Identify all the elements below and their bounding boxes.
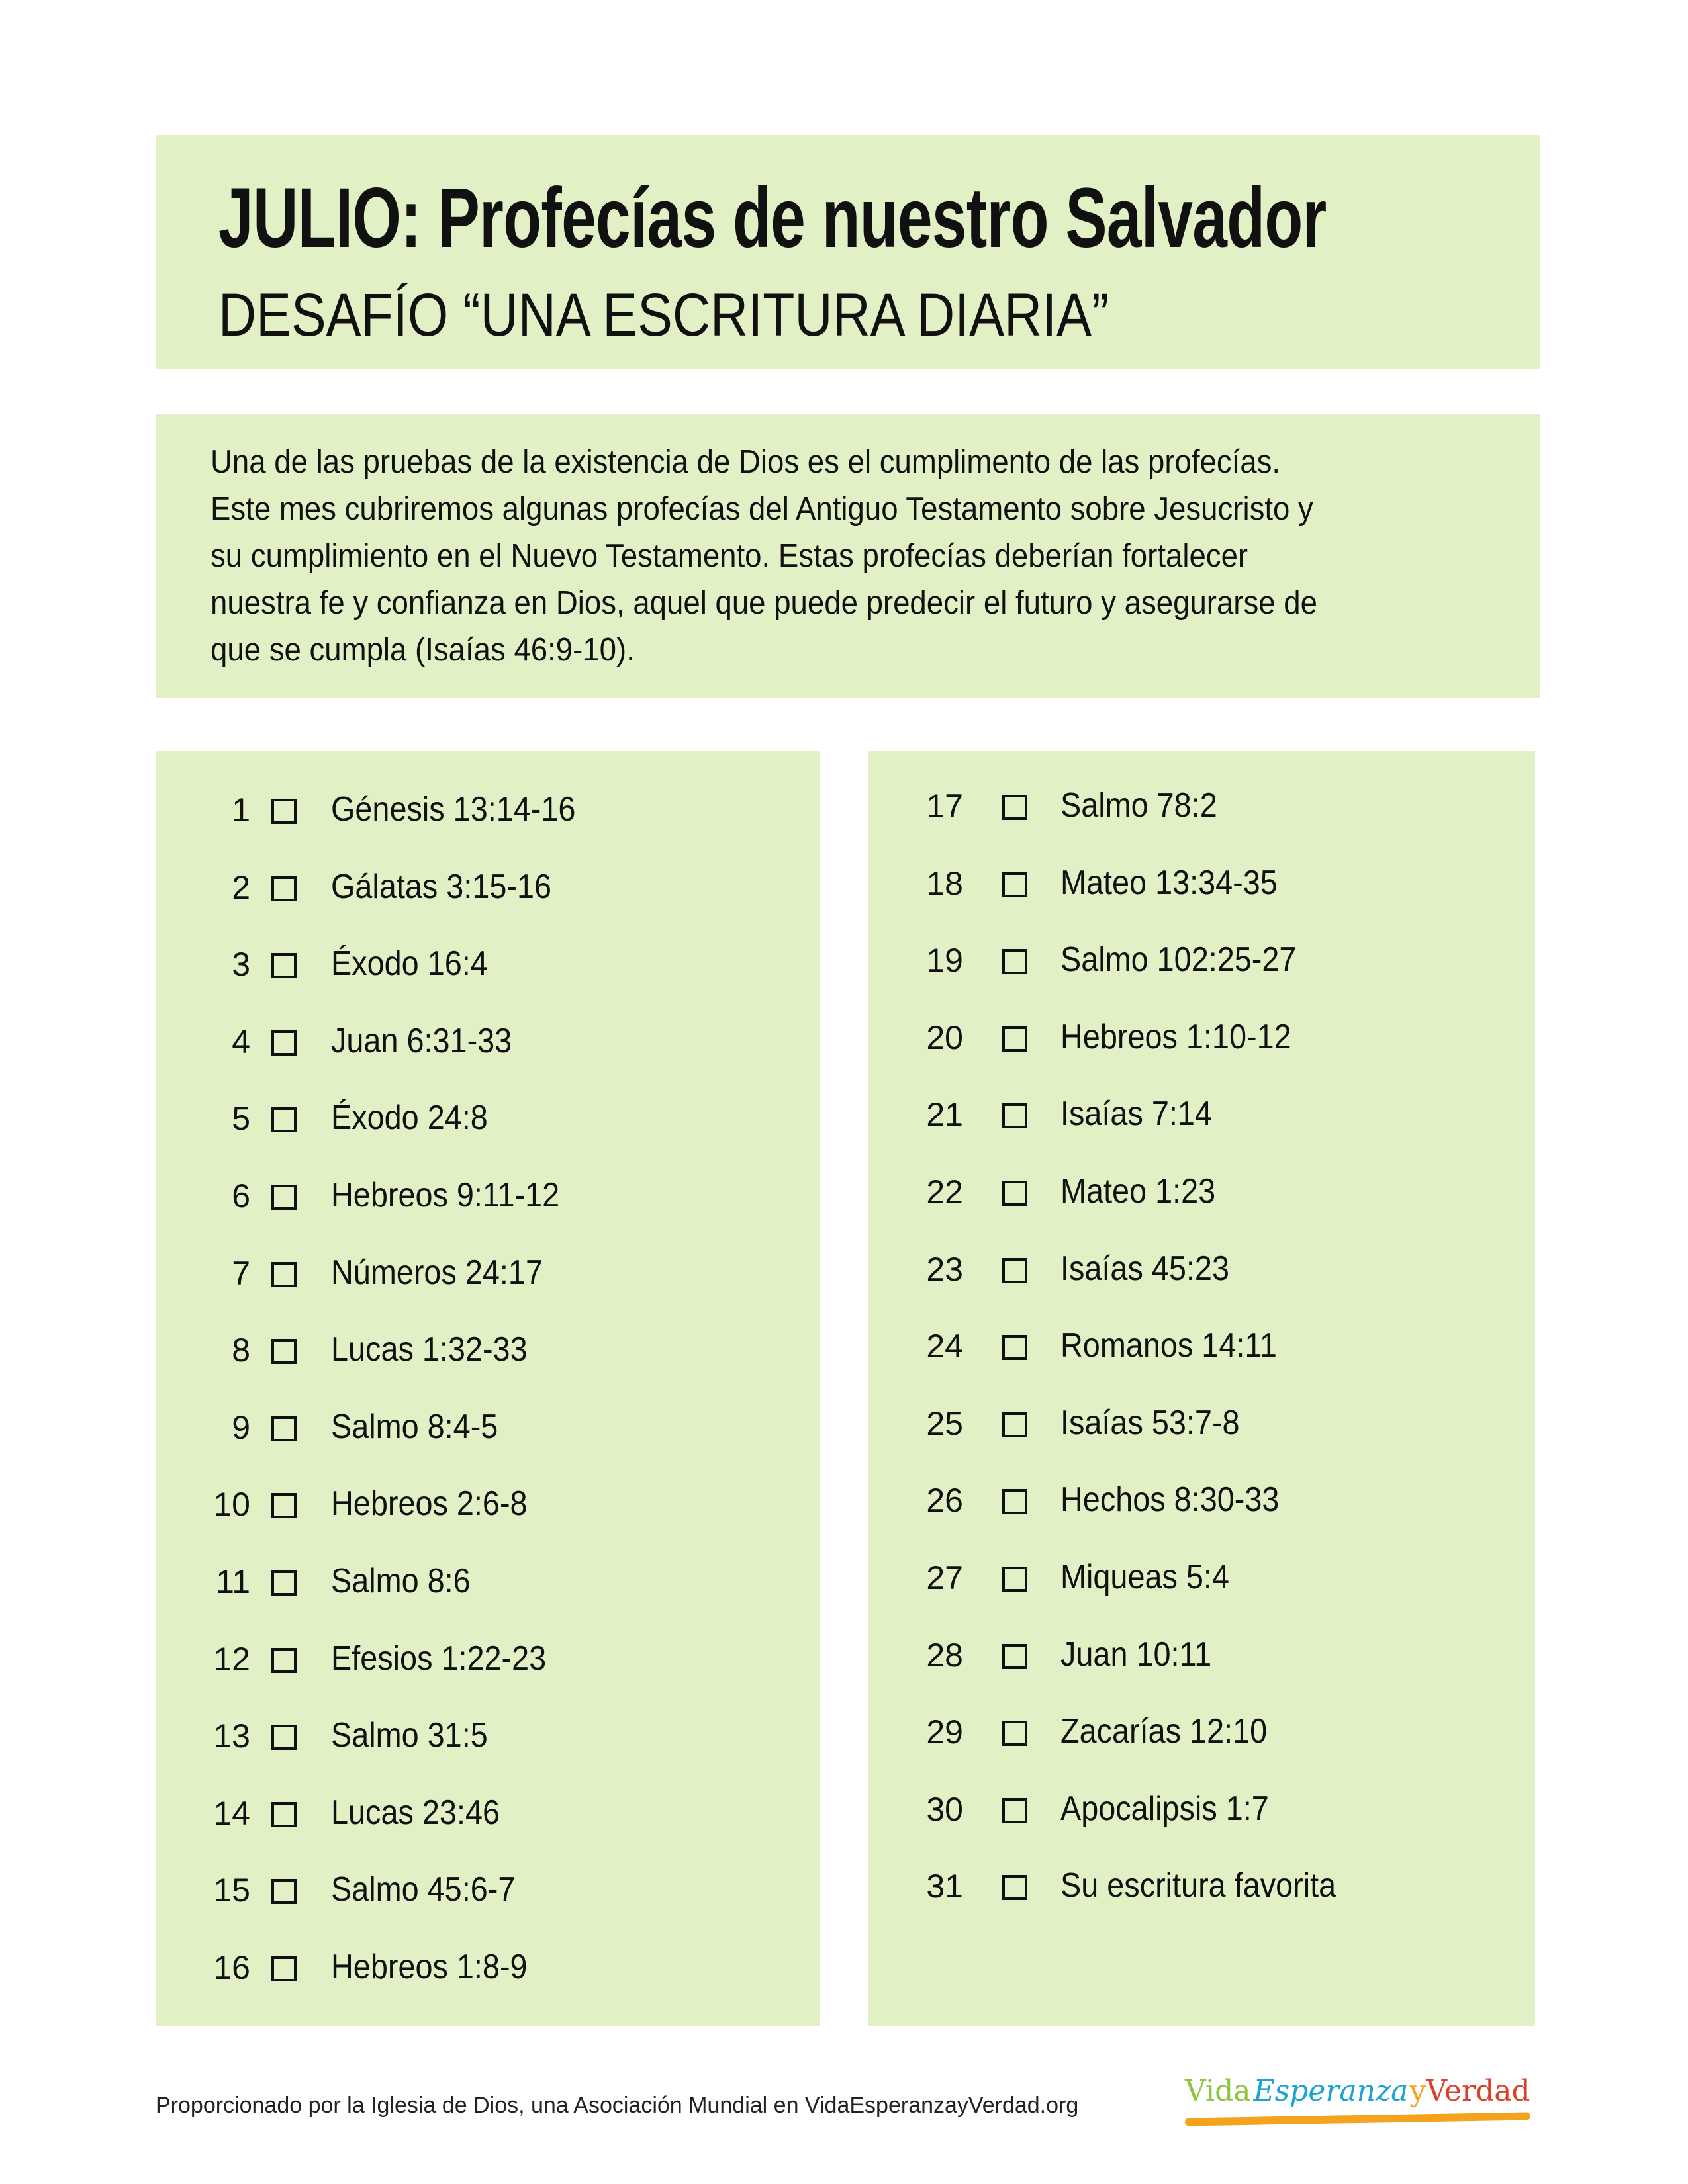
- reading-checkbox[interactable]: [1002, 1335, 1027, 1360]
- reading-row-day-24: [868, 1320, 1535, 1373]
- reading-row-day-10: [156, 1479, 820, 1531]
- reading-row-day-28: [868, 1629, 1535, 1682]
- logo-word-vida: Vida: [1185, 2074, 1251, 2108]
- scripture-reference: Salmo 78:2: [1060, 786, 1217, 825]
- reading-row-day-27: [868, 1552, 1535, 1605]
- page-subtitle: DESAFÍO “UNA ESCRITURA DIARIA”: [218, 281, 1109, 349]
- reading-row-day-21: [868, 1089, 1535, 1142]
- reading-list-left: [156, 751, 820, 2026]
- reading-checkbox[interactable]: [1002, 1489, 1027, 1514]
- scripture-reference: Salmo 31:5: [331, 1716, 488, 1755]
- scripture-reference: Apocalipsis 1:7: [1060, 1789, 1269, 1828]
- reading-row-day-30: [868, 1784, 1535, 1837]
- day-number: 19: [926, 942, 963, 979]
- day-number: 27: [926, 1559, 963, 1596]
- day-number: 10: [213, 1486, 250, 1524]
- reading-checkbox[interactable]: [271, 1725, 297, 1750]
- header-panel: [156, 135, 1540, 369]
- scripture-reference: Lucas 23:46: [331, 1793, 500, 1832]
- reading-row-day-29: [868, 1706, 1535, 1759]
- scripture-reference: Números 24:17: [331, 1253, 543, 1292]
- scripture-reference: Salmo 102:25-27: [1060, 940, 1297, 979]
- reading-row-day-7: [156, 1248, 820, 1300]
- scripture-reference: Isaías 45:23: [1060, 1249, 1229, 1288]
- scripture-reference: Hebreos 1:8-9: [331, 1948, 528, 1986]
- reading-checkbox[interactable]: [1002, 1644, 1027, 1669]
- scripture-reference: Miqueas 5:4: [1060, 1558, 1229, 1596]
- reading-checkbox[interactable]: [271, 1030, 297, 1056]
- reading-row-day-17: [868, 780, 1535, 833]
- scripture-reference: Salmo 8:4-5: [331, 1407, 498, 1446]
- day-number: 20: [926, 1019, 963, 1056]
- reading-checkbox[interactable]: [271, 799, 297, 824]
- scripture-reference: Mateo 1:23: [1060, 1172, 1216, 1210]
- intro-text-line: nuestra fe y confianza en Dios, aquel que puede predecir el futuro y asegurarse de: [211, 585, 1317, 621]
- intro-text-line: Este mes cubriremos algunas profecías del Antiguo Testamento sobre Jesucristo y: [211, 491, 1313, 527]
- reading-checkbox[interactable]: [271, 876, 297, 901]
- reading-checkbox[interactable]: [271, 1648, 297, 1673]
- day-number: 13: [213, 1717, 250, 1755]
- scripture-reference: Mateo 13:34-35: [1060, 863, 1278, 902]
- scripture-reference: Hebreos 2:6-8: [331, 1484, 528, 1524]
- reading-row-day-15: [156, 1864, 820, 1917]
- day-number: 11: [216, 1563, 250, 1600]
- intro-text-line: su cumplimiento en el Nuevo Testamento. Estas profecías deberían fortalecer: [211, 538, 1248, 574]
- scripture-reference: Isaías 7:14: [1060, 1095, 1212, 1134]
- reading-checkbox[interactable]: [271, 1185, 297, 1210]
- reading-checkbox[interactable]: [271, 1956, 297, 1981]
- reading-checkbox[interactable]: [1002, 1026, 1027, 1052]
- reading-checkbox[interactable]: [1002, 1412, 1027, 1437]
- reading-checkbox[interactable]: [1002, 1567, 1027, 1592]
- scripture-reference: Génesis 13:14-16: [331, 790, 576, 829]
- vida-esperanza-verdad-logo: [1185, 2070, 1530, 2143]
- scripture-reference: Éxodo 24:8: [331, 1099, 488, 1138]
- reading-checkbox[interactable]: [271, 1570, 297, 1596]
- day-number: 3: [232, 946, 250, 983]
- reading-checkbox[interactable]: [1002, 872, 1027, 897]
- logo-word-esperanza: Esperanza: [1253, 2074, 1409, 2108]
- footer-credit: Proporcionado por la Iglesia de Dios, una Asociación Mundial en VidaEsperanzayVerdad.org: [156, 2093, 1079, 2118]
- logo-word-y: y: [1409, 2074, 1427, 2108]
- scripture-reference: Zacarías 12:10: [1060, 1712, 1268, 1751]
- day-number: 5: [232, 1100, 250, 1138]
- reading-row-day-14: [156, 1788, 820, 1841]
- reading-row-day-31: [868, 1860, 1535, 1913]
- reading-row-day-5: [156, 1093, 820, 1146]
- reading-row-day-19: [868, 934, 1535, 987]
- reading-checkbox[interactable]: [271, 1879, 297, 1904]
- day-number: 4: [232, 1023, 250, 1060]
- day-number: 1: [232, 792, 250, 829]
- logo-wordmark: [1185, 2070, 1530, 2113]
- scripture-reference: Efesios 1:22-23: [331, 1639, 547, 1678]
- reading-row-day-20: [868, 1012, 1535, 1065]
- reading-row-day-16: [156, 1942, 820, 1995]
- day-number: 25: [926, 1404, 963, 1442]
- reading-list-right: [868, 751, 1535, 2026]
- reading-checkbox[interactable]: [271, 1339, 297, 1364]
- reading-checkbox[interactable]: [271, 1262, 297, 1287]
- scripture-reference: Gálatas 3:15-16: [331, 867, 552, 906]
- reading-row-day-9: [156, 1402, 820, 1455]
- reading-row-day-2: [156, 862, 820, 915]
- day-number: 18: [926, 864, 963, 902]
- day-number: 30: [926, 1790, 963, 1828]
- reading-row-day-13: [156, 1710, 820, 1763]
- day-number: 31: [926, 1868, 963, 1905]
- scripture-reference: Isaías 53:7-8: [1060, 1403, 1240, 1442]
- reading-row-day-25: [868, 1398, 1535, 1451]
- intro-panel: [156, 414, 1540, 698]
- reading-checkbox[interactable]: [1002, 1103, 1027, 1128]
- reading-checkbox[interactable]: [271, 1802, 297, 1827]
- reading-row-day-18: [868, 858, 1535, 911]
- day-number: 21: [926, 1096, 963, 1134]
- reading-row-day-22: [868, 1166, 1535, 1219]
- reading-checkbox[interactable]: [271, 1107, 297, 1132]
- day-number: 9: [232, 1408, 250, 1446]
- reading-checkbox[interactable]: [1002, 1181, 1027, 1206]
- scripture-reference: Romanos 14:11: [1060, 1326, 1277, 1365]
- reading-checkbox[interactable]: [1002, 1798, 1027, 1823]
- scripture-reference: Su escritura favorita: [1060, 1866, 1336, 1905]
- page-title: JULIO: Profecías de nuestro Salvador: [218, 171, 1327, 265]
- day-number: 2: [232, 868, 250, 906]
- day-number: 22: [926, 1173, 963, 1210]
- scripture-reference: Éxodo 16:4: [331, 944, 488, 983]
- day-number: 24: [926, 1328, 963, 1365]
- reading-checkbox[interactable]: [271, 1416, 297, 1441]
- day-number: 12: [213, 1640, 250, 1678]
- reading-row-day-26: [868, 1475, 1535, 1527]
- reading-checkbox[interactable]: [1002, 1258, 1027, 1283]
- scripture-reference: Hebreos 9:11-12: [331, 1176, 560, 1214]
- scripture-reference: Salmo 45:6-7: [331, 1870, 516, 1909]
- scripture-reference: Juan 6:31-33: [331, 1021, 512, 1060]
- day-number: 15: [213, 1872, 250, 1909]
- reading-row-day-12: [156, 1633, 820, 1686]
- scripture-reference: Lucas 1:32-33: [331, 1330, 528, 1369]
- scripture-reference: Hechos 8:30-33: [1060, 1480, 1280, 1520]
- day-number: 26: [926, 1482, 963, 1520]
- intro-text-line: Una de las pruebas de la existencia de Dios es el cumplimento de las profecías.: [211, 444, 1281, 480]
- day-number: 7: [232, 1254, 250, 1292]
- scripture-reference: Juan 10:11: [1060, 1635, 1212, 1674]
- reading-row-day-23: [868, 1244, 1535, 1297]
- logo-word-verdad: Verdad: [1426, 2074, 1530, 2108]
- day-number: 8: [232, 1332, 250, 1369]
- reading-row-day-4: [156, 1016, 820, 1069]
- reading-checkbox[interactable]: [271, 953, 297, 978]
- intro-text-line: que se cumpla (Isaías 46:9-10).: [211, 632, 635, 668]
- scripture-reference: Hebreos 1:10-12: [1060, 1017, 1291, 1056]
- reading-checkbox[interactable]: [1002, 1721, 1027, 1746]
- reading-checkbox[interactable]: [1002, 949, 1027, 974]
- reading-checkbox[interactable]: [1002, 1875, 1027, 1900]
- logo-brush-stroke: [1185, 2112, 1530, 2126]
- day-number: 17: [926, 788, 963, 825]
- day-number: 23: [926, 1250, 963, 1288]
- reading-checkbox[interactable]: [1002, 795, 1027, 820]
- day-number: 28: [926, 1636, 963, 1674]
- day-number: 29: [926, 1713, 963, 1751]
- reading-row-day-8: [156, 1324, 820, 1377]
- reading-row-day-11: [156, 1556, 820, 1609]
- day-number: 16: [213, 1949, 250, 1986]
- day-number: 14: [213, 1794, 250, 1832]
- scripture-reference: Salmo 8:6: [331, 1562, 471, 1600]
- reading-checkbox[interactable]: [271, 1493, 297, 1518]
- reading-row-day-3: [156, 938, 820, 991]
- day-number: 6: [232, 1177, 250, 1214]
- reading-row-day-1: [156, 784, 820, 837]
- reading-row-day-6: [156, 1170, 820, 1223]
